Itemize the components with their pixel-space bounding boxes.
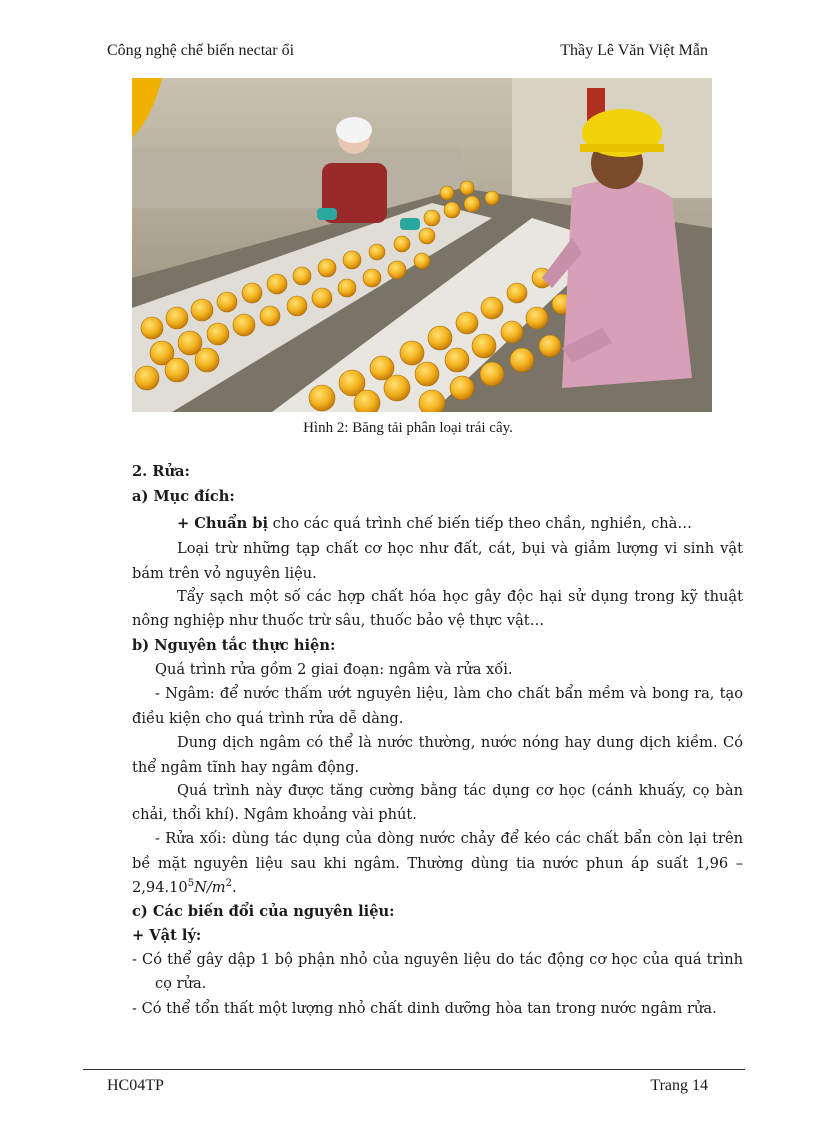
paragraph-remove-l2: bám trên vỏ nguyên liệu.	[132, 565, 317, 582]
subheading-principle: b) Nguyên tắc thực hiện:	[132, 637, 336, 654]
paragraph-clean-l2: nông nghiệp như thuốc trừ sâu, thuốc bảo vệ thực vật…	[132, 612, 545, 629]
subheading-changes: c) Các biến đổi của nguyên liệu:	[132, 903, 395, 920]
paragraph-stages: Quá trình rửa gồm 2 giai đoạn: ngâm và rửa xối.	[155, 661, 513, 678]
paragraph-loss: - Có thể tổn thất một lượng nhỏ chất dinh dưỡng hòa tan trong nước ngâm rửa.	[132, 1000, 717, 1017]
paragraph-rinse-l2: bề mặt nguyên liệu sau khi ngâm. Thường dùng tia nước phun áp suất 1,96 –	[132, 855, 743, 872]
paragraph-mechanical-l1: Quá trình này được tăng cường bằng tác dụng cơ học (cánh khuấy, cọ bàn	[177, 782, 743, 799]
header-left: Công nghệ chế biến nectar ổi	[107, 42, 295, 59]
paragraph-bruise-l1: - Có thể gây dập 1 bộ phận nhỏ của nguyên liệu do tác động cơ học của quá trình	[132, 951, 743, 968]
paragraph-prep: + Chuẩn bị cho các quá trình chế biến tiếp theo chần, nghiền, chà…	[177, 515, 692, 532]
footer-divider	[83, 1069, 745, 1070]
paragraph-solution-l2: thể ngâm tĩnh hay ngâm động.	[132, 759, 360, 776]
subheading-physical: + Vật lý:	[132, 927, 202, 944]
paragraph-rinse-l3: $2,94.10^5N/m^2$.	[132, 878, 237, 896]
footer-left: HC04TP	[107, 1077, 164, 1094]
paragraph-bruise-l2: cọ rửa.	[155, 975, 207, 992]
paragraph-rinse-l1: - Rửa xối: dùng tác dụng của dòng nước chảy để kéo các chất bẩn còn lại trên	[155, 830, 743, 847]
page-number: Trang 14	[650, 1077, 708, 1094]
subheading-purpose: a) Mục đích:	[132, 488, 235, 505]
section-title: 2. Rửa:	[132, 463, 190, 480]
paragraph-solution-l1: Dung dịch ngâm có thể là nước thường, nước nóng hay dung dịch kiềm. Có	[177, 734, 743, 751]
sorting-conveyor-photo	[132, 78, 712, 412]
paragraph-soak-l1: - Ngâm: để nước thấm ướt nguyên liệu, làm cho chất bẩn mềm và bong ra, tạo	[155, 685, 743, 702]
paragraph-clean-l1: Tẩy sạch một số các hợp chất hóa học gây độc hại sử dụng trong kỹ thuật	[177, 588, 743, 605]
paragraph-mechanical-l2: chải, thổi khí). Ngâm khoảng vài phút.	[132, 806, 417, 823]
paragraph-remove-l1: Loại trừ những tạp chất cơ học như đất, cát, bụi và giảm lượng vi sinh vật	[177, 540, 743, 557]
figure-caption: Hình 2: Băng tải phân loại trái cây.	[303, 420, 513, 436]
paragraph-soak-l2: điều kiện cho quá trình rửa dễ dàng.	[132, 710, 404, 727]
header-right: Thầy Lê Văn Việt Mẫn	[560, 42, 708, 59]
